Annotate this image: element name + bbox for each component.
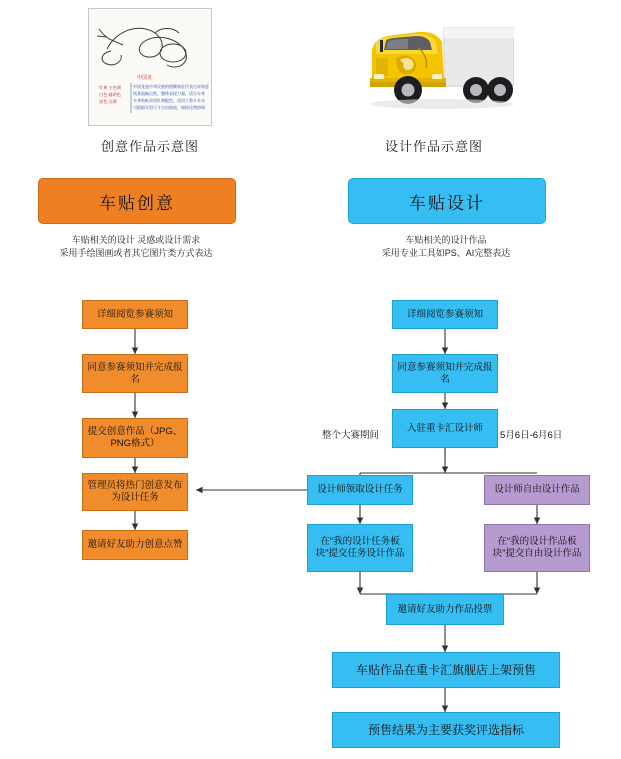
truck-image (352, 8, 514, 124)
subdesc-left-line1: 车贴相关的设计 灵感或设计需求 (71, 235, 201, 245)
subdesc-left-line2: 采用手绘图画或者其它图片类方式表达 (59, 248, 213, 258)
flow-node-l5[interactable]: 邀请好友助力创意点赞 (82, 530, 188, 560)
caption-right: 设计作品示意图 (384, 139, 483, 154)
svg-text:红黄 主色调: 红黄 主色调 (99, 85, 121, 90)
label-date-range: 5月6日-6月6日 (500, 430, 563, 441)
subdesc-right (346, 234, 546, 260)
caption-left: 创意作品示意图 (100, 139, 199, 154)
flow-node-r5[interactable]: 在“我的设计任务板块”提交任务设计作品 (307, 524, 413, 572)
flow-node-b2[interactable]: 车贴作品在重卡汇旗舰店上架预售 (332, 652, 560, 688)
flow-node-r3[interactable]: 入驻重卡汇设计师 (392, 409, 498, 448)
subdesc-right-line2: 采用专业工具如PS、AI完整表达 (381, 248, 511, 258)
sketch-image (88, 8, 212, 126)
flow-node-l3[interactable]: 提交创意作品（JPG、PNG格式） (82, 418, 188, 458)
subdesc-right-line1: 车贴相关的设计作品 (405, 235, 487, 245)
svg-text:车身贴纸采用红黄配色，适用于重卡车头: 车身贴纸采用红黄配色，适用于重卡车头 (133, 98, 205, 103)
svg-text:白色 辅助色: 白色 辅助色 (99, 92, 121, 97)
banner-design: 车贴设计 (348, 178, 546, 224)
flow-node-l2[interactable]: 同意参赛须知并完成报名 (82, 354, 188, 393)
flow-node-b1[interactable]: 邀请好友助力作品投票 (386, 594, 504, 625)
flow-node-p2[interactable]: 在“我的设计作品板块”提交自由设计作品 (484, 524, 590, 572)
svg-text:线条流畅自然，整体表现力强，适合车身: 线条流畅自然，整体表现力强，适合车身 (133, 91, 205, 96)
label-whole-contest: 整个大赛期间 (322, 430, 380, 441)
flow-node-p1[interactable]: 设计师自由设计作品 (484, 475, 590, 505)
flow-node-r2[interactable]: 同意参赛须知并完成报名 (392, 354, 498, 393)
flow-node-l1[interactable]: 详细阅览参赛须知 (82, 300, 188, 329)
flow-node-r1[interactable]: 详细阅览参赛须知 (392, 300, 498, 329)
banner-creative: 车贴创意 (38, 178, 236, 224)
svg-text:中国龙: 中国龙 (137, 76, 153, 81)
subdesc-left (36, 234, 236, 260)
flow-node-r4[interactable]: 设计师领取设计任务 (307, 475, 413, 505)
svg-text:可根据车型尺寸自由缩放，保持比例协调: 可根据车型尺寸自由缩放，保持比例协调 (133, 105, 205, 110)
flow-node-l4[interactable]: 管理员将热门创意发布为设计任务 (82, 473, 188, 511)
svg-text:中国龙是中华民族的图腾象征代表吉祥如意: 中国龙是中华民族的图腾象征代表吉祥如意 (133, 84, 209, 89)
flow-node-b3[interactable]: 预售结果为主要获奖评选指标 (332, 712, 560, 748)
svg-text:黑色 点缀: 黑色 点缀 (99, 99, 117, 104)
